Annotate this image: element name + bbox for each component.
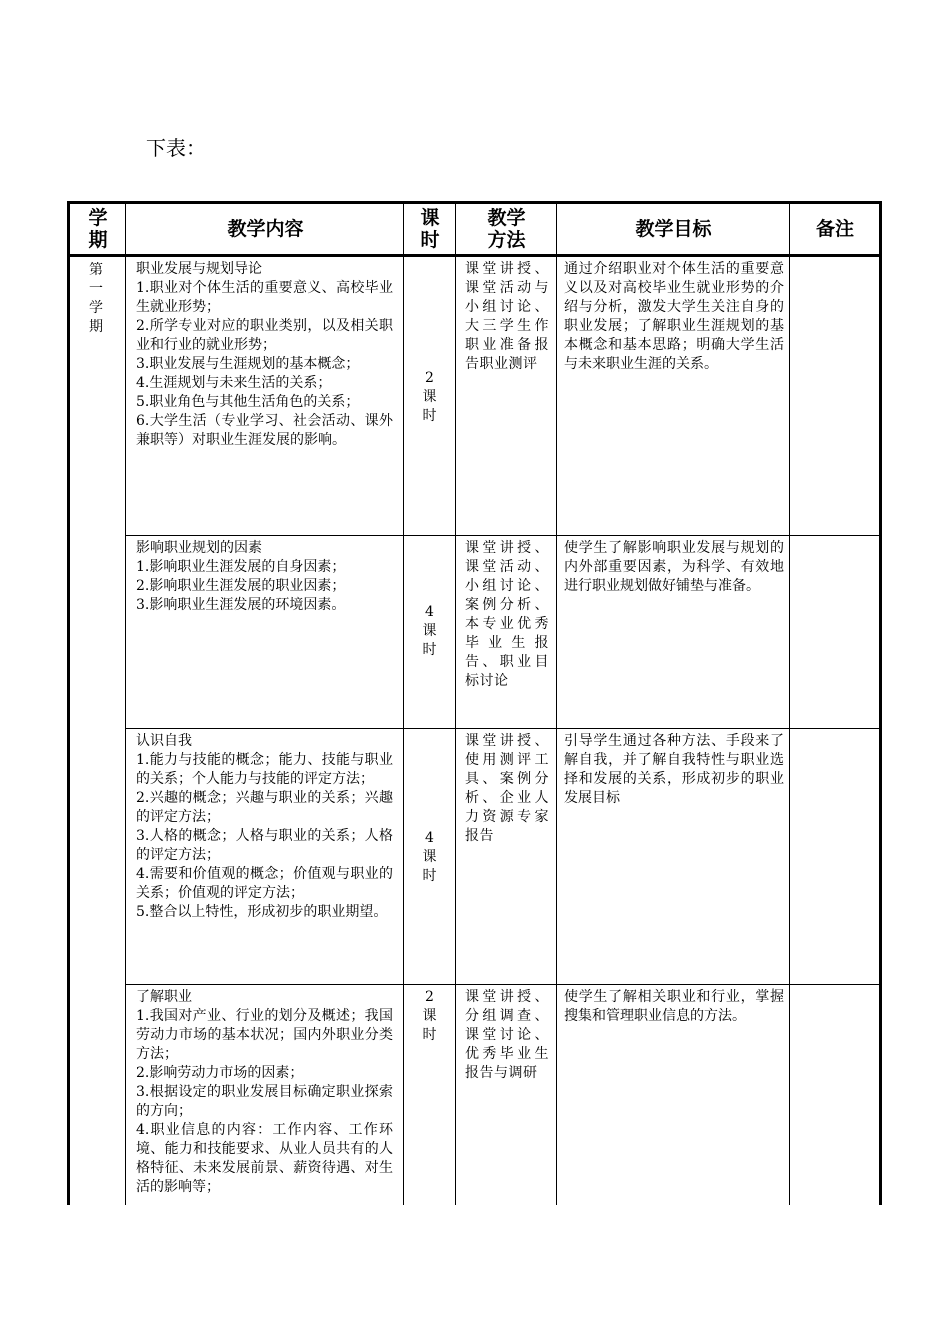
row2-content: 影响职业规划的因素 1.影响职业生涯发展的自身因素； 2.影响职业生涯发展的职业因素； 3.影响职业生涯发展的环境因素。 (136, 540, 346, 613)
curriculum-table (67, 201, 882, 1205)
grid-line-4 (556, 201, 557, 1205)
row3-hours: 4 课 时 (422, 830, 437, 884)
header-term: 学 期 (88, 207, 108, 251)
grid-line-3 (455, 201, 456, 1205)
grid-line-right (879, 201, 882, 1205)
row4-content: 了解职业 1.我国对产业、行业的划分及概述；我国劳动力市场的基本状况；国内外职业分类方法； 2.影响劳动力市场的因素； 3.根据设定的职业发展目标确定职业探索的方向； 4.职业信息的内容：工作内容、工作环境、能力和技能要求、从业人员共有的人格特征、未来发展前景、薪资待遇、对生活的影响等； (136, 989, 393, 1195)
header-note: 备注 (815, 218, 854, 240)
intro-text: 下表： (146, 136, 206, 160)
header-content: 教学内容 (227, 218, 304, 240)
row4-goal: 使学生了解相关职业和行业，掌握搜集和管理职业信息的方法。 (564, 989, 784, 1024)
row-divider-1 (126, 535, 880, 536)
row1-method: 课堂讲授、课堂活动与小组讨论、大三学生作职业准备报告职业测评 (465, 261, 549, 372)
header-goal: 教学目标 (635, 218, 712, 240)
row4-hours: 2 课 时 (422, 989, 437, 1043)
table-header (67, 201, 882, 257)
row3-method: 课堂讲授、使用测评工具、案例分析、企业人力资源专家报告 (465, 733, 549, 844)
row-divider-3 (126, 984, 880, 985)
row2-goal: 使学生了解影响职业发展与规划的内外部重要因素，为科学、有效地进行职业规划做好铺垫与准备。 (564, 540, 784, 594)
row4-method: 课堂讲授、分组调查、课堂讨论、优秀毕业生报告与调研 (465, 989, 549, 1081)
grid-line-2 (403, 201, 404, 1205)
row3-content: 认识自我 1.能力与技能的概念；能力、技能与职业的关系；个人能力与技能的评定方法； 2.兴趣的概念；兴趣与职业的关系；兴趣的评定方法； 3.人格的概念；人格与职业的关系；人格的评定方法； 4.需要和价值观的概念；价值观与职业的关系；价值观的评定方法； 5.整合以上特性，形成初步的职业期望。 (136, 733, 393, 920)
row1-hours: 2 课 时 (422, 370, 437, 424)
row-divider-2 (126, 728, 880, 729)
row2-method: 课堂讲授、课堂活动、小组讨论、案例分析、本专业优秀毕业生报告、职业目标讨论 (465, 540, 549, 689)
grid-line-left (67, 201, 70, 1205)
term-label: 第 一 学 期 (89, 262, 103, 335)
row1-content: 职业发展与规划导论 1.职业对个体生活的重要意义、高校毕业生就业形势； 2.所学专业对应的职业类别，以及相关职业和行业的就业形势； 3.职业发展与生涯规划的基本概念； 4.生涯规划与未来生活的关系； 5.职业角色与其他生活角色的关系； 6.大学生活（专业学习、社会活动、课外兼职等）对职业生涯发展的影响。 (136, 261, 393, 448)
row2-hours: 4 课 时 (422, 604, 437, 658)
row3-goal: 引导学生通过各种方法、手段来了解自我，并了解自我特性与职业选择和发展的关系，形成初步的职业发展目标 (564, 733, 784, 806)
grid-line-1 (125, 201, 126, 1205)
header-method: 教学 方法 (487, 207, 526, 251)
grid-line-5 (789, 201, 790, 1205)
header-hours: 课 时 (420, 207, 440, 251)
row1-goal: 通过介绍职业对个体生活的重要意义以及对高校毕业生就业形势的介绍与分析，激发大学生关注自身的职业发展；了解职业生涯规划的基本概念和基本思路；明确大学生活与未来职业生涯的关系。 (564, 261, 784, 372)
